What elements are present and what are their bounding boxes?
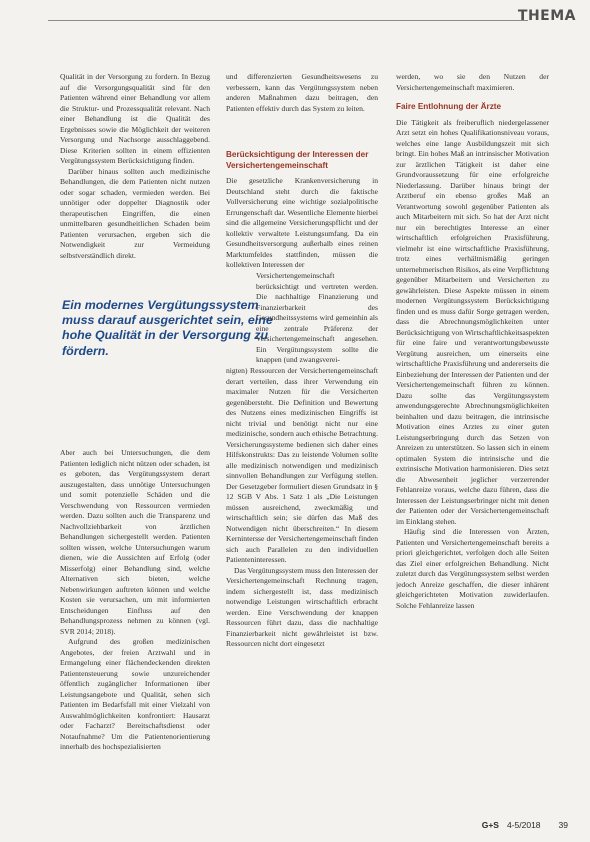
section-label: THEMA	[517, 8, 576, 24]
column-2-bottom-text	[226, 366, 378, 751]
paragraph: Aufgrund des großen medizinischen Angebotes, der freien Arztwahl und in Ermangelung einer flächendeckenden direkten Patientensteuerung sowie unzureichender öffentlich zugänglicher Informationen über Leistungsangebote und Qualität, sehen sich Patienten im Bedarfsfall mit einer Vielzahl von Auswahlmöglichkeiten konfrontiert: Hausarzt oder Facharzt? Bereitschaftsdienst oder Notaufnahme? Um die Patientenorientierung innerhalb des hochspezialisierten	[60, 637, 210, 751]
page-number: 39	[558, 820, 568, 830]
paragraph: Die Tätigkeit als freiberuflich niedergelassener Arzt setzt ein hohes Qualifikationsniveau voraus, welches eine lange Ausbildungszeit mit sich bringt. Ein hohes Maß an intrinsischer Motivation zur ärztlichen Tätigkeit ist daher eine Grundvoraussetzung für eine erfolgreiche Niederlassung. Darüber hinaus bringt der Arztberuf ein ebenso großes Maß an Verantwortung sowohl gegenüber Patienten als auch Mitarbeitern mit sich. So hat der Arzt nicht nur ein berechtigtes Interesse an einer wirtschaftlich erfolgreichen Praxisführung, vielmehr ist eine wirtschaftliche Praxisführung, trotz eines verhältnismäßig geringen unternehmerischen Risikos, als eine Verpflichtung gegenüber Mitarbeitern und Versicherten zu gewährleisten. Diese Aspekte müssen in einem modernen Vergütungssystem Berücksichtigung finden und es muss dafür Sorge getragen werden, dass die Abrechnungsmöglichkeiten unter Berücksichtigung von Wirtschaftlichkeitsaspekten für eine faire und verantwortungsbewusste Vergütung ausreichen, um einerseits eine wirtschaftliche Praxisführung und andererseits die Einbeziehung der Interessen der Patienten und der Versichertengemeinschaft führen zu können. Dazu sollte das Vergütungssystem anwendungsgerechte Abrechnungsmöglichkeiten beinhalten und dazu beitragen, die intrinsische Motivation eines Arztes zu einer guten Leistungserbringung durch das Setzen von Anreizen zu unterstützen. So lassen sich in einem optimalen System die intrinsische und die extrinsische Motivation harmonisieren. Dies setzt die Abwesenheit jeglicher verzerrender Fehlanreize voraus, welche dazu führen, dass die Interessen der Leistungserbringer nicht mit denen der Patienten oder der Versichertengemeinschaft im Einklang stehen.	[396, 117, 549, 526]
paragraph: Die gesetzliche Krankenversicherung in Deutschland steht durch die faktische Vollversicherung eine wichtige sozialpolitische Errungenschaft dar. Wesentliche Elemente hierbei sind die allgemeine Versicherungspflicht und der kollektiv verwaltete Leistungsumfang. Da ein Gesundheitsversorgung außerhalb eines reinen Marktumfeldes stattfinden, müssen die kollektiven Interessen der	[226, 176, 378, 269]
paragraph: Versichertengemeinschaft berücksichtigt und vertreten werden. Die nachhaltige Finanzierung und Finanzierbarkeit des Gesundheitssystems wird gemeinhin als eine zentrale Präferenz der Versichertengemeinschaft angesehen. Ein Vergütungssystem sollte die knappen (und zwangsverei-	[256, 271, 378, 364]
paragraph: Das Vergütungssystem muss den Interessen der Versichertengemeinschaft Rechnung tragen, indem sichergestellt ist, dass medizinisch notwendige Leistungen wirtschaftlich erbracht werden. Eine Verschwendung der knappen Ressourcen führt dazu, dass die nachhaltige Finanzierbarkeit nicht gewährleistet ist bzw. Ressourcen nicht dort eingesetzt	[226, 565, 378, 648]
paragraph: nigten) Ressourcen der Versichertengemeinschaft derart verteilen, dass ihrer Verwendung ein maximaler Nutzen für die Versicherten gegenübersteht. Die Definition und Bewertung des Nutzens eines medizinischen Eingriffs ist nicht trivial und benötigt nicht nur eine medizinische, sondern auch ethische Betrachtung. Versicherungssysteme bedienen sich daher eines Hilfskonstrukts: Das zu leistende Volumen sollte alle medizinisch notwendigen und medizinisch sinnvollen Behandlungen zur Verfügung stellen. Der Gesetzgeber formuliert diesen Grundsatz in § 12 SGB V Abs. 1 Satz 1 als „Die Leistungen müssen ausreichend, zweckmäßig und wirtschaftlich sein; sie dürfen das Maß des Notwendigen nicht überschreiten.“ In diesem Kernintersse der Versichertengemeinschaft finden sich auch Parallelen zu den individuellen Patienteninteressen.	[226, 366, 378, 564]
paragraph: Qualität in der Versorgung zu fordern. In Bezug auf die Versorgungsqualität sind für den Patienten während einer Behandlung vor allem die Struktur- und Prozessqualität relevant. Nach einer Behandlung ist die Qualität des Ergebnisses sowie die Möglichkeit der weiteren Versorgung und Nachsorge ausschlaggebend. Diese Kriterien sollten in einem effizienten Vergütungssystem Berücksichtigung finden.	[60, 72, 210, 165]
issue-number: 4-5/2018	[506, 820, 541, 830]
paragraph: Darüber hinaus sollten auch medizinische Behandlungen, die dem Patienten nicht nutzen oder sogar schaden, vermieden werden. Bei unnötiger oder doppelter Diagnostik oder therapeutischen Eingriffen, die einen unmittelbaren gesundheitlichen Schaden beim Patienten verursachen, ergeben sich die Notwendigkeit zur Vermeidung selbstverständlich direkt.	[60, 166, 210, 260]
paragraph: Aber auch bei Untersuchungen, die dem Patienten lediglich nicht nützen oder schaden, ist es geboten, das Vergütungssystem derart auszugestalten, dass unnötige Untersuchungen und somit potenzielle Schäden und die Verschwendung von Ressourcen vermieden werden. Dazu sollten auch die Transparenz und Nachvollziehbarkeit von ärztlichen Behandlungen sichergestellt werden. Patienten sollten wissen, welche Untersuchungen warum dienen, wie die Aussichten auf Erfolg (oder Misserfolg) einer Behandlung sind, welche Alternativen sich bieten, welche Nebenwirkungen auftreten können und welche Kosten sie verursachen, um mit informierten Entscheidungen Einfluss auf den Behandlungsprozess nehmen zu können (vgl. SVR 2014; 2018).	[60, 448, 210, 636]
column-1-top-text	[60, 72, 210, 290]
column-2-top-text	[226, 72, 378, 142]
column-1-bottom-text	[60, 448, 210, 813]
paragraph: und differenzierten Gesundheitswesens zu verbessern, kann das Vergütungssystem neben anderen Maßnahmen dazu beitragen, den Patienten effektiv durch das System zu leiten.	[226, 72, 378, 113]
column-3-top-text	[396, 72, 549, 94]
paragraph: werden, wo sie den Nutzen der Versichertengemeinschaft maximieren.	[396, 72, 549, 92]
pull-quote: Ein modernes Vergütungssystem muss darauf ausgerichtet sein, eine hohe Qualität in der Versorgung zu fördern.	[62, 298, 273, 358]
journal-name: G+S	[481, 820, 499, 830]
paragraph: Häufig sind die Interessen von Ärzten, Patienten und Versichertengemeinschaft bereits a priori gleichgerichtet, verfolgen doch alle Seiten das Ziel einer erfolgreichen Behandlung. Nicht zuletzt durch das Vergütungssystem selbst werden jedoch Anreize geschaffen, die dieser inhärent gleichgerichteten Motivation zuwiderlaufen. Solche Fehlanreize lassen	[396, 527, 549, 610]
subheading-versichertengemeinschaft: Berücksichtigung der Interessen der Versichertengemeinschaft	[226, 150, 369, 170]
column-3	[396, 72, 549, 812]
column-1	[60, 72, 210, 812]
column-2-mid-text	[226, 176, 378, 271]
column-2	[226, 72, 378, 807]
page-footer	[482, 820, 568, 830]
header-rule	[48, 20, 528, 21]
subheading-entlohnung: Faire Entlohnung der Ärzte	[396, 102, 502, 111]
column-2-indented-text	[256, 271, 378, 366]
column-3-body-text	[396, 118, 549, 808]
